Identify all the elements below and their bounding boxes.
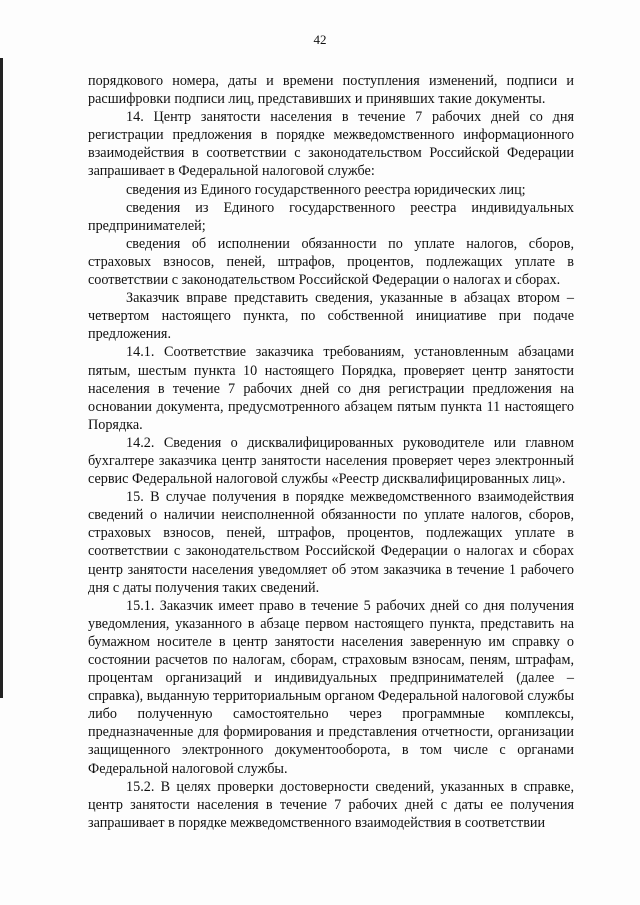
paragraph-14-item-1: сведения из Единого государственного реестра юридических лиц; xyxy=(126,181,526,198)
paragraph-14-2: 14.2. Сведения о дисквалифицированных руководителе или главном бухгалтере заказчика центр занятости населения проверяет через электронный сервис Федеральной налоговой службы «Реестр дисквалифицированных лиц». xyxy=(88,434,574,488)
scan-edge-line xyxy=(0,58,3,698)
paragraph-15-2: 15.2. В целях проверки достоверности сведений, указанных в справке, центр занятости населения в течение 7 рабочих дней с даты ее получения запрашивает в порядке межведомственного взаимодействия в соответствии xyxy=(88,778,574,831)
paragraph-14-item-2: сведения из Единого государственного реестра индивидуальных предпринимателей; xyxy=(88,199,574,234)
paragraph-14-1: 14.1. Соответствие заказчика требованиям, установленным абзацами пятым, шестым пункта 10 настоящего Порядка, проверяет центр занятости населения в течение 7 рабочих дней со дня регистрации предложения на основании документа, предусмотренного абзацем пятым пункта 11 настоящего Порядка. xyxy=(88,344,574,433)
paragraph-15: 15. В случае получения в порядке межведомственного взаимодействия сведений о наличии неисполненной обязанности по уплате налогов, сборов, страховых взносов, пеней, штрафов, процентов, подлежащих уплате в соответствии с законодательством Российской Федерации о налогах и сборах центр занятости населения уведомляет об этом заказчика в течение 1 рабочего дня с даты получения таких сведений. xyxy=(88,489,574,596)
paragraph-14-note: Заказчик вправе представить сведения, указанные в абзацах втором – четвертом настоящего пункта, по собственной инициативе при подаче предложения. xyxy=(88,290,574,343)
paragraph-15-1: 15.1. Заказчик имеет право в течение 5 рабочих дней со дня получения уведомления, указанного в абзаце первом настоящего пункта, представить на бумажном носителе в центр занятости населения заверенную им справку о состоянии расчетов по налогам, сборам, страховым взносам, пеням, штрафам, процентам организаций и индивидуальных предпринимателей (далее – справка), выданную территориальным органом Федеральной налоговой службы либо полученную самостоятельно через программные комплексы, предназначенные для формирования и представления отчетности, организации защищенного электронного документооборота, в том числе с органами Федеральной налоговой службы. xyxy=(88,597,574,777)
document-body xyxy=(88,72,574,832)
paragraph-14-item-3: сведения об исполнении обязанности по уплате налогов, сборов, страховых взносов, пеней, штрафов, процентов, подлежащих уплате в соответствии с законодательством Российской Федерации о налогах и сборах. xyxy=(88,235,574,289)
paragraph-14: 14. Центр занятости населения в течение 7 рабочих дней со дня регистрации предложения в порядке межведомственного информационного взаимодействия в соответствии с законодательством Российской Федерации запрашивает в Федеральной налоговой службе: xyxy=(88,109,574,180)
paragraph-continuation: порядкового номера, даты и времени поступления изменений, подписи и расшифровки подписи лиц, представивших и принявших такие документы. xyxy=(88,73,574,108)
page-number: 42 xyxy=(313,32,327,47)
